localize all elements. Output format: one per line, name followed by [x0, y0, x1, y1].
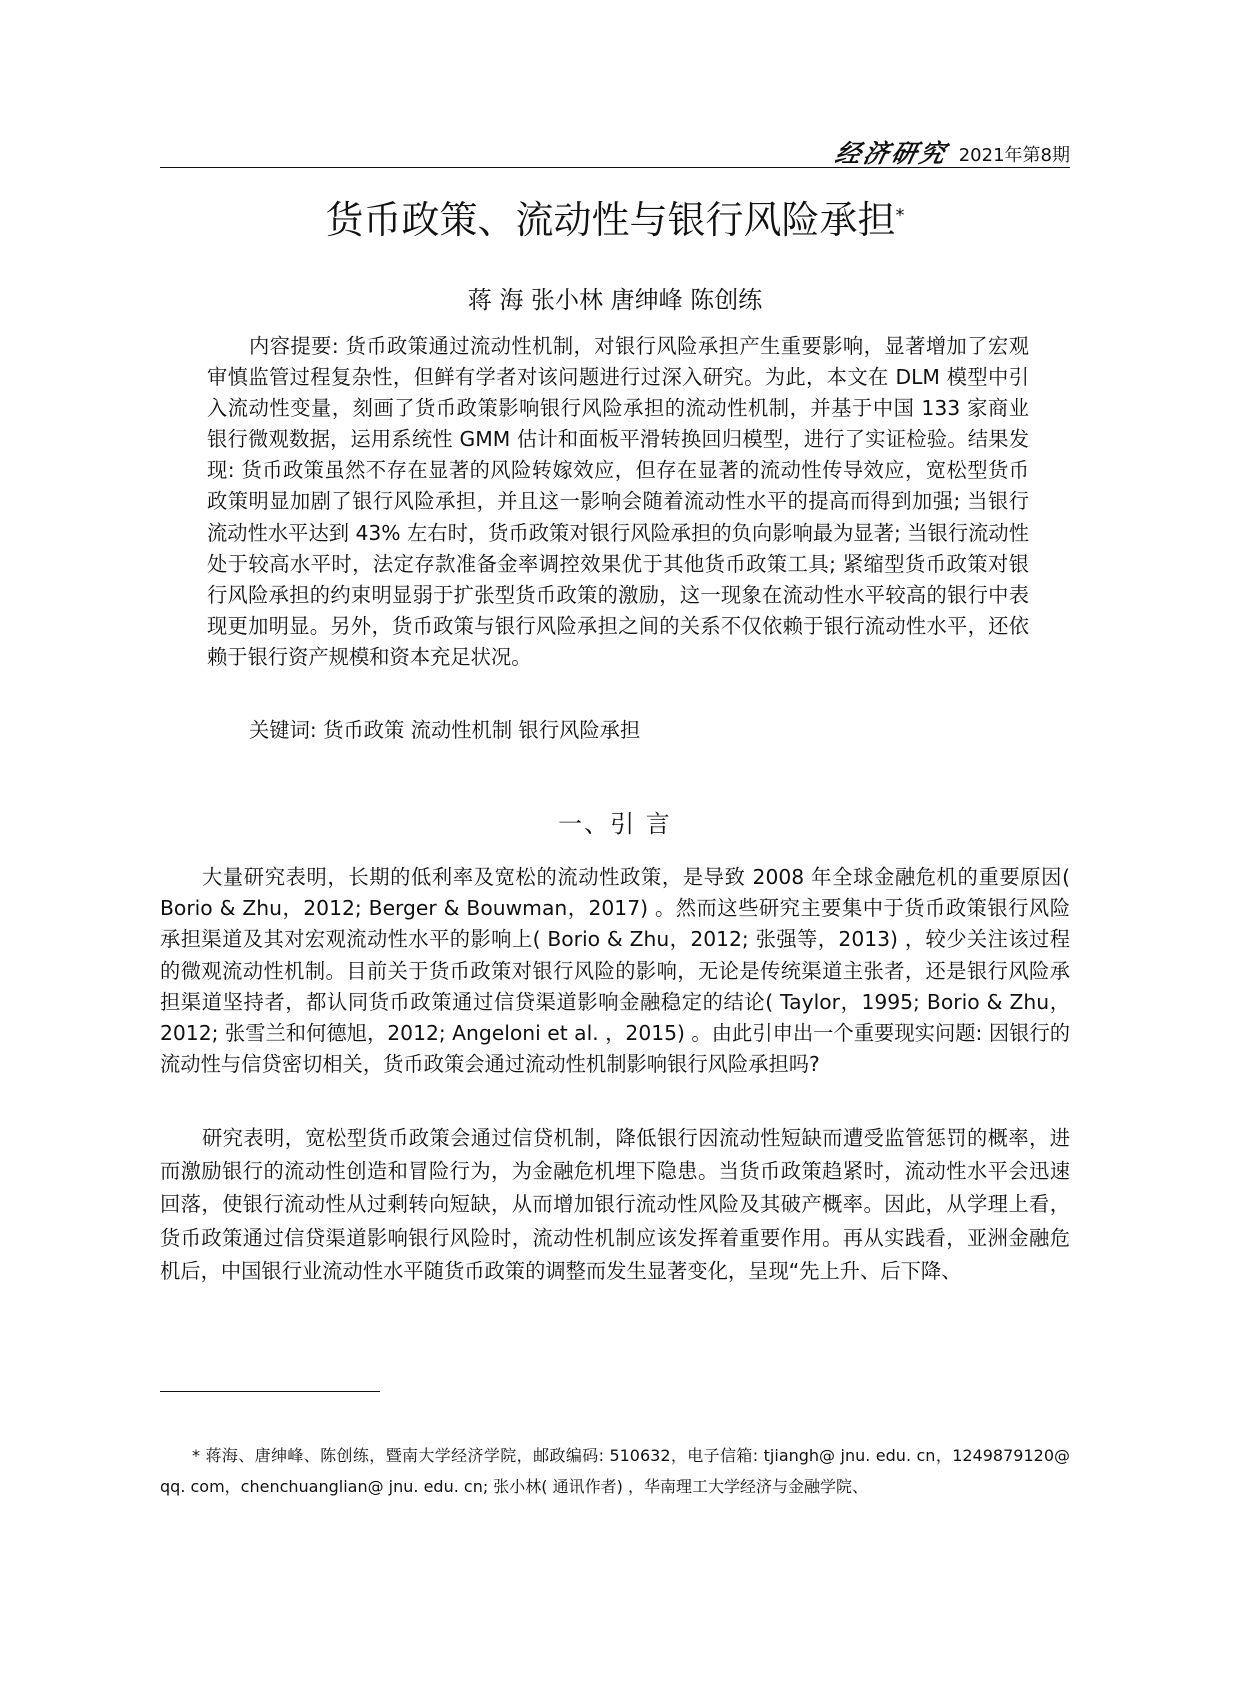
- issue-label: 2021年第8期: [958, 145, 1070, 166]
- article-title: [160, 192, 1070, 248]
- body-paragraph-1: 大量研究表明，长期的低利率及宽松的流动性政策，是导致 2008 年全球金融危机的重要原因( Borio & Zhu，2012; Berger & Bouwman，2017) 。然而这些研究主要集中于货币政策银行风险承担渠道及其对宏观流动性水平的影响上( Borio & Zhu，2012; 张强等，2013) ，较少关注该过程的微观流动性机制。目前关于货币政策对银行风险的影响，无论是传统渠道主张者，还是银行风险承担渠道坚持者，都认同货币政策通过信贷渠道影响金融稳定的结论( Taylor，1995; Borio & Zhu，2012; 张雪兰和何德旭，2012; Angeloni et al. ，2015) 。由此引申出一个重要现实问题: 因银行的流动性与信贷密切相关，货币政策会通过流动性机制影响银行风险承担吗?: [160, 865, 1070, 1077]
- title-footnote-mark: *: [895, 205, 905, 226]
- keywords: 关键词: 货币政策 流动性机制 银行风险承担: [249, 718, 641, 742]
- header-rule: [160, 167, 1070, 168]
- article-authors: 蒋 海 张小林 唐绅峰 陈创练: [467, 286, 763, 314]
- footnote: * 蒋海、唐绅峰、陈创练，暨南大学经济学院，邮政编码: 510632，电子信箱: tjiangh@ jnu. edu. cn，1249879120@ qq. com，chenchuanglian@ jnu. edu. cn; 张小林( 通讯作者) ，华南理工大学经济与金融学院、: [160, 1446, 1070, 1496]
- article-title-text: 货币政策、流动性与银行风险承担: [325, 198, 896, 242]
- running-header: [160, 134, 1070, 166]
- body-paragraph-2: 研究表明，宽松型货币政策会通过信贷机制，降低银行因流动性短缺而遭受监管惩罚的概率，进而激励银行的流动性创造和冒险行为，为金融危机埋下隐患。当货币政策趋紧时，流动性水平会迅速回落，使银行流动性从过剩转向短缺，从而增加银行流动性风险及其破产概率。因此，从学理上看，货币政策通过信贷渠道影响银行风险时，流动性机制应该发挥着重要作用。再从实践看，亚洲金融危机后，中国银行业流动性水平随货币政策的调整而发生显著变化，呈现“先上升、后下降、: [160, 1126, 1070, 1283]
- footnote-rule: [160, 1391, 380, 1392]
- section-heading: 一、引 言: [558, 810, 672, 838]
- journal-logo: 经济研究: [832, 139, 951, 168]
- abstract: 内容提要: 货币政策通过流动性机制，对银行风险承担产生重要影响，显著增加了宏观审慎监管过程复杂性，但鲜有学者对该问题进行过深入研究。为此，本文在 DLM 模型中引入流动性变量，刻画了货币政策影响银行风险承担的流动性机制，并基于中国 133 家商业银行微观数据，运用系统性 GMM 估计和面板平滑转换回归模型，进行了实证检验。结果发现: 货币政策虽然不存在显著的风险转嫁效应，但存在显著的流动性传导效应，宽松型货币政策明显加剧了银行风险承担，并且这一影响会随着流动性水平的提高而得到加强; 当银行流动性水平达到 43% 左右时，货币政策对银行风险承担的负向影响最为显著; 当银行流动性处于较高水平时，法定存款准备金率调控效果优于其他货币政策工具; 紧缩型货币政策对银行风险承担的约束明显弱于扩张型货币政策的激励，这一现象在流动性水平较高的银行中表现更加明显。另外，货币政策与银行风险承担之间的关系不仅依赖于银行流动性水平，还依赖于银行资产规模和资本充足状况。: [207, 334, 1029, 669]
